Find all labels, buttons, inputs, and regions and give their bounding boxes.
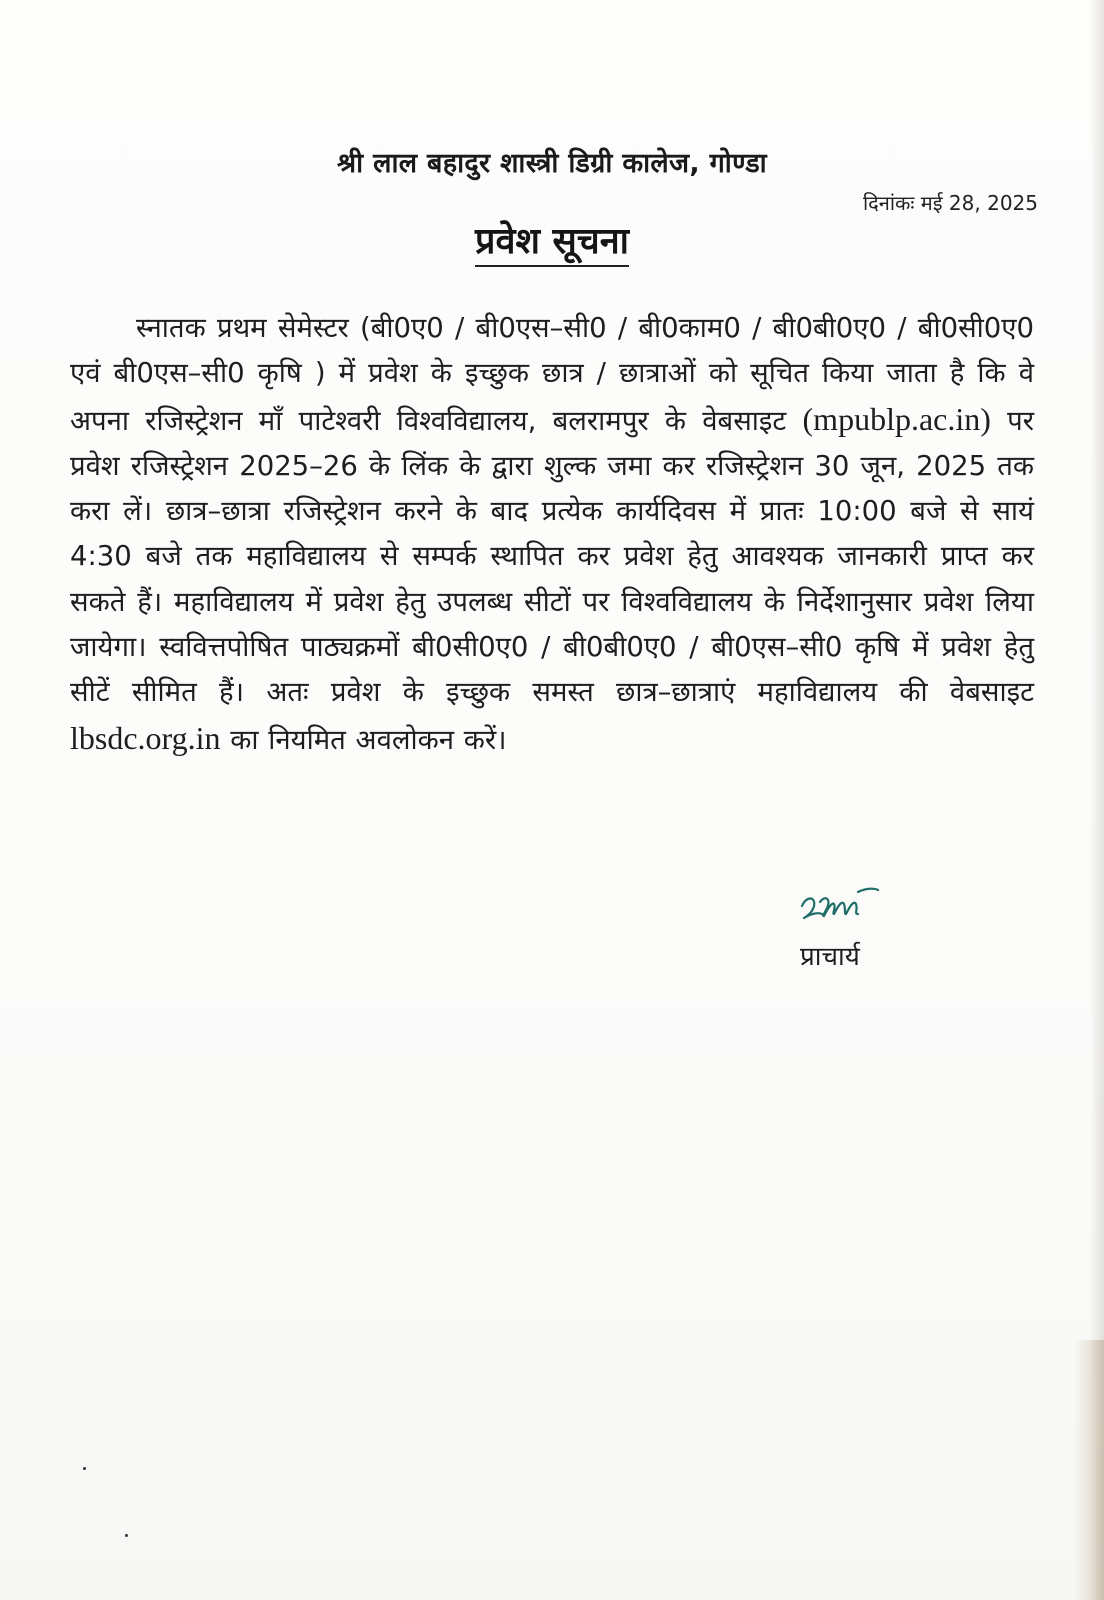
notice-body (70, 306, 1034, 763)
university-url: (mpublp.ac.in) (802, 400, 991, 437)
notice-body-part-1: स्नातक प्रथम सेमेस्टर (बी0ए0 / बी0एस–सी0 / बी0काम0 / बी0बी0ए0 / बी0सी0ए0 एवं बी0एस–सी0 कृषि ) में प्रवेश के इच्छुक छात्र / छात्राओं को सूचित किया जाता है कि वे अपना रजिस्ट्रेशन माँ पाटेश्वरी विश्वविद्यालय, बलरामपुर के वेबसाइट (70, 312, 1034, 437)
paper-speck (125, 1534, 128, 1537)
college-url: lbsdc.org.in (70, 719, 221, 756)
college-name: श्री लाल बहादुर शास्त्री डिग्री कालेज, गोण्डा (337, 148, 767, 179)
notice-title: प्रवेश सूचना (475, 220, 629, 267)
page-corner-shadow (1074, 1340, 1104, 1600)
principal-designation: प्राचार्य (800, 942, 860, 972)
notice-date: दिनांकः मई 28, 2025 (862, 191, 1038, 215)
notice-body-part-3: का नियमित अवलोकन करें। (220, 723, 507, 756)
notice-body-part-2: पर प्रवेश रजिस्ट्रेशन 2025–26 के लिंक के द्वारा शुल्क जमा कर रजिस्ट्रेशन 30 जून, 2025 तक करा लें। छात्र–छात्रा रजिस्ट्रेशन करने के बाद प्रत्येक कार्यदिवस में प्रातः 10:00 बजे से सायं 4:30 बजे तक महाविद्यालय से सम्पर्क स्थापित कर प्रवेश हेतु आवश्यक जानकारी प्राप्त कर सकते हैं। महाविद्यालय में प्रवेश हेतु उपलब्ध सीटों पर विश्वविद्यालय के निर्देशानुसार प्रवेश लिया जायेगा। स्ववित्तपोषित पाठ्यक्रमों बी0सी0ए0 / बी0बी0ए0 / बी0एस–सी0 कृषि में प्रवेश हेतु सीटें सीमित हैं। अतः प्रवेश के इच्छुक समस्त छात्र–छात्राएं महाविद्यालय की वेबसाइट (70, 404, 1035, 709)
paper-speck (83, 1467, 86, 1470)
principal-signature (796, 884, 880, 932)
notice-title-wrap (0, 220, 1104, 267)
